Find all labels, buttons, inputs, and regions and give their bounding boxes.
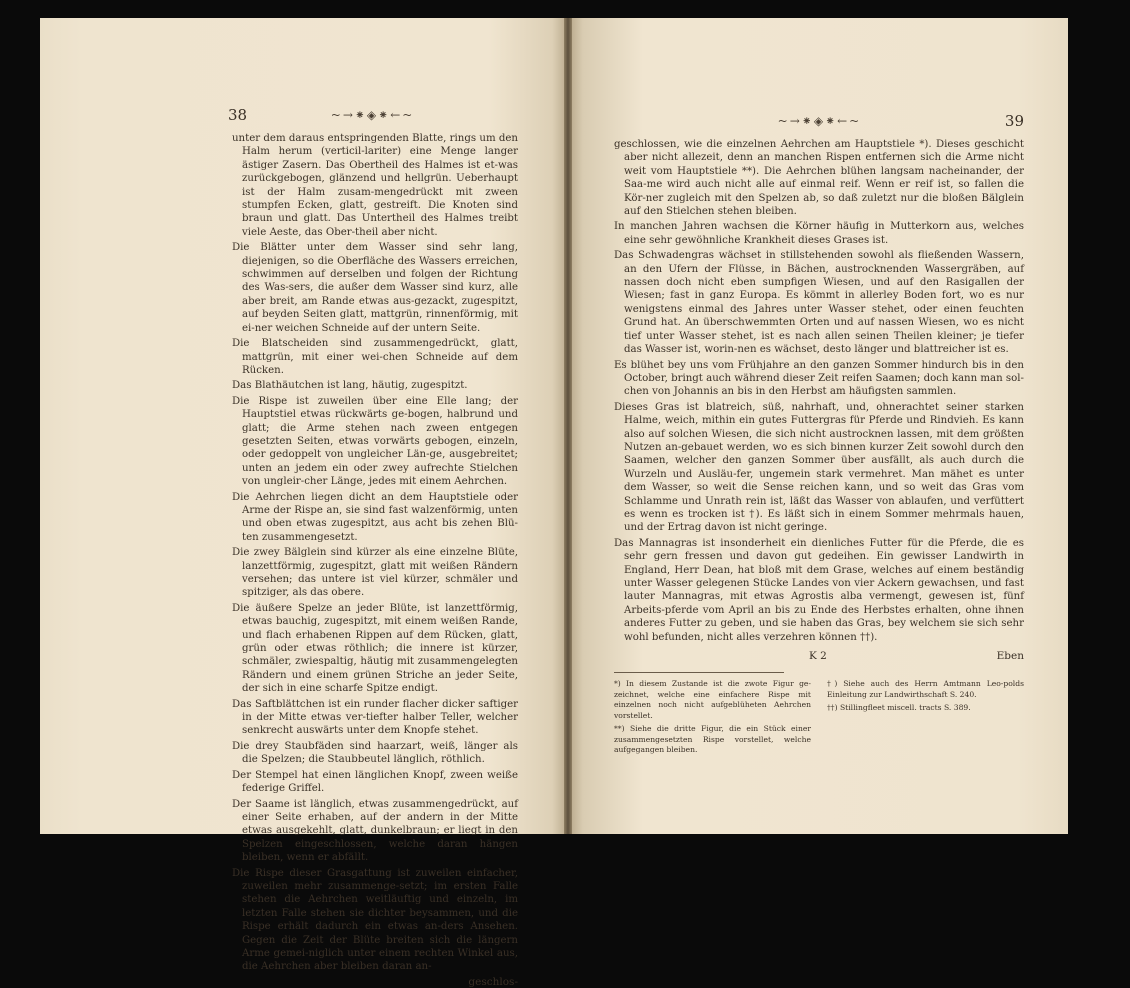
body-paragraph: unter dem daraus entspringenden Blatte, rings um den Halm herum (verticil-lariter) eine Menge langer ästiger Zasern. Das Obertheil des Halmes ist et-was zurückgebogen, glänzend und hellgrün. Ueberhaupt ist der Halm zusam-mengedrückt mit zween stumpfen Ecken, glatt, gestreift. Die Knoten sind braun und glatt. Das Untertheil des Halmes treibt viele Aeste, das Ober-theil aber nicht. [232,133,518,238]
page-number: 38 [228,106,248,124]
footnotes-column-right [827,679,1024,759]
left-page [40,18,568,988]
page-signature-line [614,650,1024,662]
body-paragraph: Das Mannagras ist insonderheit ein dienliches Futter für die Pferde, die es sehr gern fressen und davon gut gedeihen. Ein gewisser Landwirth in England, Herr Dean, hat bloß mit dem Grase, welches auf einem beständig unter Wasser gelegenen Stücke Landes von vier Ackern gewachsen, und fast lauter Mannagras, mit etwas Agrostis alba vermengt, gewesen ist, fünf Arbeits-pferde vom April an bis zu Ende des Herbstes erhalten, ohne ihnen anderes Futter zu geben, und sie haben das Gras, bey welchem sie sich sehr wohl befunden, nicht alles verzehren können ††). [614,537,1024,643]
body-paragraph: In manchen Jahren wachsen die Körner häufig in Mutterkorn aus, welches eine sehr gewöhnliche Krankheit dieses Grases ist. [614,221,1024,246]
header-ornament: ~→⁕◈⁕←~ [330,108,415,122]
footnotes-column-left [614,679,811,759]
signature-mark: K 2 [809,650,827,663]
body-paragraph: Die Blatscheiden sind zusammengedrückt, glatt, mattgrün, mit einer wei-chen Schneide auf dem Rücken. [232,338,518,376]
right-page-body [614,138,1024,644]
footnote: ††) Stillingfleet miscell. tracts S. 389. [827,703,971,713]
footnote: **) Siehe die dritte Figur, die ein Stück einer zusammengesetzten Rispe vorstellet, welche aufgegangen bleiben. [614,724,811,755]
header-ornament: ~→⁕◈⁕←~ [777,114,862,128]
catchword: geschlos- [468,975,518,988]
body-paragraph: Der Saame ist länglich, etwas zusammengedrückt, auf einer Seite erhaben, auf der andern in der Mitte etwas ausgekehlt, glatt, dunkelbraun; er liegt in den Spelzen eingeschlossen, welche daran hängen bleiben, wenn er abfällt. [232,798,518,864]
body-paragraph: Es blühet bey uns vom Frühjahre an den ganzen Sommer hindurch bis in den October, bringt auch während dieser Zeit reifen Saamen; doch kann man sol-chen von Johannis an bis in den Herbst am häufigsten sammlen. [614,359,1024,398]
footnote-rule [614,672,784,673]
open-book [40,18,1068,988]
body-paragraph: Das Saftblättchen ist ein runder flacher dicker saftiger in der Mitte etwas ver-tiefter halber Teller, welcher senkrecht auswärts unter dem Knopfe stehet. [232,698,518,737]
book-gutter [564,18,572,834]
body-paragraph: Der Stempel hat einen länglichen Knopf, zween weiße federige Griffel. [232,769,518,795]
right-page-header [614,110,1024,132]
body-paragraph: Die Blätter unter dem Wasser sind sehr lang, diejenigen, so die Oberfläche des Wassers erreichen, schwimmen auf derselben und folgen der Richtung des Was-sers, die außer dem Wasser sind kurz, alle aber breit, am Rande etwas aus-gezackt, zugespitzt, auf beyden Seiten glatt, mattgrün, rinnenförmig, mit ei-ner weichen Schneide auf der untern Seite. [232,242,518,334]
body-paragraph: geschlossen, wie die einzelnen Aehrchen am Hauptstiele *). Dieses geschicht aber nicht allezeit, denn an manchen Rispen entfernen sich die Arme nicht weit vom Hauptstiele **). Die Aehrchen blühen langsam nacheinander, der Saa-me wird auch nicht alle auf einmal reif. Wenn er reif ist, so fallen die Kör-ner zugleich mit den Spelzen ab, so daß zuletzt nur die bloßen Bälglein auf den Stielchen stehen bleiben. [614,139,1024,218]
body-paragraph: Die Rispe ist zuweilen über eine Elle lang; der Hauptstiel etwas rückwärts ge-bogen, halbrund und glatt; die Arme stehen nach zween entgegen gesetzten Seiten, etwas vorwärts gebogen, einzeln, oder gedoppelt von ungleicher Län-ge, ausgebreitet; unten an jedem ein oder zwey aufrechte Stielchen von ungleir-cher Länge, jedes mit einem Aehrchen. [232,395,518,488]
body-paragraph: Dieses Gras ist blatreich, süß, nahrhaft, und, ohnerachtet seiner starken Halme, weich, mithin ein gutes Futtergras für Pferde und Rindvieh. Es kann also auf solchen Wiesen, die sich nicht austrocknen lassen, mit dem größten Nutzen an-gebauet werden, wo es sich binnen kurzer Zeit sowohl durch den Saamen, welcher den ganzen Sommer über ausfällt, als auch durch die Wurzeln und Ausläu-fer, ungemein stark vermehret. Man mähet es unter dem Wasser, so weit die Sense reichen kann, und so weit das Gras vom Schlamme und Unrath rein ist, läßt das Wasser von ablaufen, und verfüttert es wenn es trocken ist †). Es läßt sich in einem Sommer mehrmals hauen, und der Ertrag davon ist nicht geringe. [614,401,1024,534]
catchword: Eben [996,650,1024,663]
footnote: *) In diesem Zustande ist die zwote Figur ge-zeichnet, welche eine einfachere Rispe mit einzelnen noch nicht aufgeblüheten Aehrchen vorstellet. [614,679,811,720]
body-paragraph: Die Aehrchen liegen dicht an dem Hauptstiele oder Arme der Rispe an, sie sind fast walzenförmig, unten und oben etwas zugespitzt, aus acht bis zehen Blü-ten zusammengesetzt. [232,491,518,543]
footnotes [614,679,1024,759]
body-paragraph: Das Blathäutchen ist lang, häutig, zugespitzt. [232,380,468,392]
left-page-header [228,104,518,126]
body-paragraph: Das Schwadengras wächset in stillstehenden sowohl als fließenden Wassern, an den Ufern der Flüsse, in Bächen, austrocknenden Wassergräben, auf nassen doch nicht eben sumpfigen Wiesen, und auf den Rasigallen der Wiesen; fast in ganz Europa. Es kömmt in allerley Boden fort, wo es nur wenigstens einmal des Jahres unter Wasser stehet, oder einen feuchten Grund hat. An überschwemmten Orten und auf nassen Wiesen, wo es nicht tief unter Wasser stehet, ist es nach allen seinen Theilen kleiner; je tiefer das Wasser ist, worin-nen es wächset, desto länger und blattreicher ist es. [614,250,1024,356]
body-paragraph: Die zwey Bälglein sind kürzer als eine einzelne Blüte, lanzettförmig, zugespitzt, glatt mit weißen Rändern versehen; das untere ist viel kürzer, schmäler und spitziger, als das obere. [232,547,518,599]
body-paragraph: Die äußere Spelze an jeder Blüte, ist lanzettförmig, etwas bauchig, zugespitzt, mit einem weißen Rande, und flach erhabenen Rippen auf dem Rücken, glatt, grün oder etwas röthlich; die innere ist kürzer, schmäler, zwiespaltig, häutig mit zusammengelegten Rändern und einem grünen Striche an jeder Seite, der sich in eine scharfe Spitze endigt. [232,602,518,695]
footnote: †) Siehe auch des Herrn Amtmann Leo-polds Einleitung zur Landwirthschaft S. 240. [827,679,1024,699]
page-number: 39 [1004,112,1024,130]
body-paragraph: Die Rispe dieser Grasgattung ist zuweilen einfacher, zuweilen mehr zusammenge-setzt; im ersten Falle stehen die Aehrchen weitläuftig und einzeln, im letzten Falle stehen sie dichter beysammen, und die Rispe erhält dadurch ein etwas an-ders Ansehen. Gegen die Zeit der Blüte breiten sich die längern Arme gemei-niglich unter einem rechten Winkel aus, die Aehrchen aber bleiben daran an- [232,867,518,973]
right-page [568,18,1068,834]
body-paragraph: Die drey Staubfäden sind haarzart, weiß, länger als die Spelzen; die Staubbeutel länglich, röthlich. [232,740,518,766]
left-page-body [232,132,518,974]
